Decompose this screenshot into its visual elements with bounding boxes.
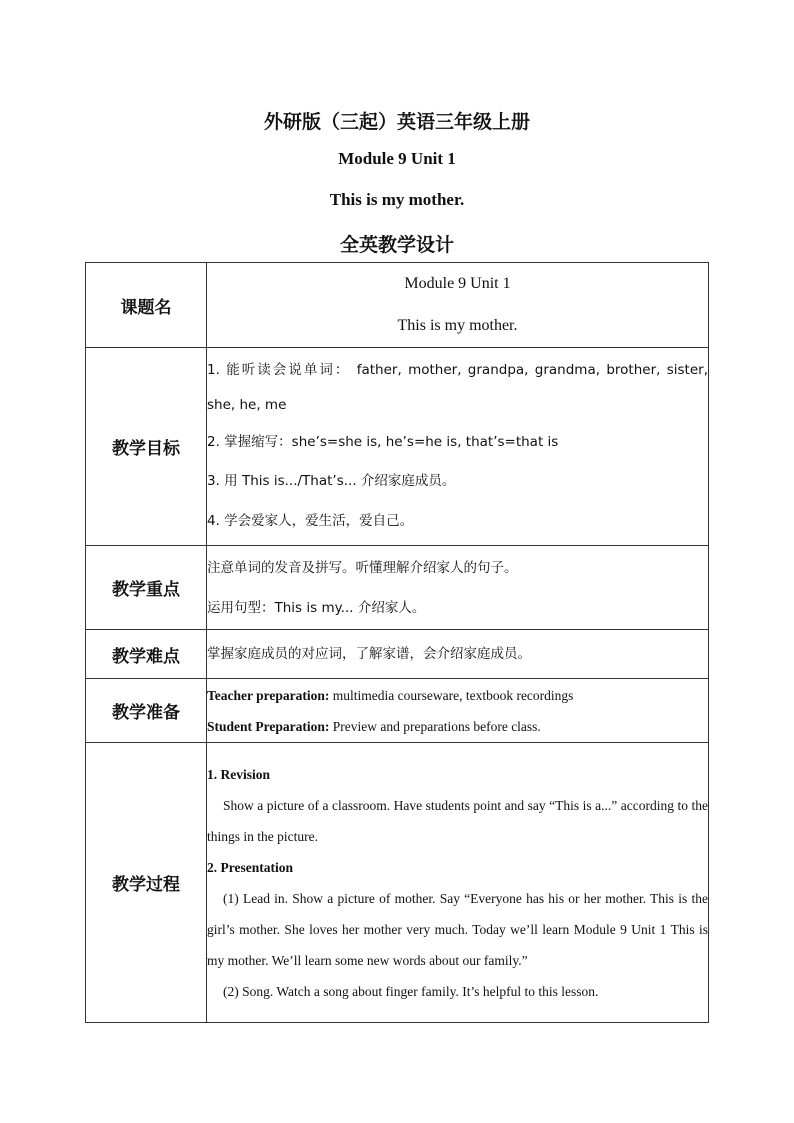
difficulties-label: 教学难点 — [86, 630, 207, 679]
teacher-preparation — [207, 680, 708, 711]
topic-label: 课题名 — [86, 263, 207, 348]
process-lead-in-text: (1) Lead in. Show a picture of mother. Say “Everyone has his or her mother. This is the girl’s mother. She loves her mother very much. Today we’ll learn Module 9 Unit 1 This is my mother. We’ll learn some new words about our family.” — [207, 890, 708, 968]
student-preparation — [207, 711, 708, 742]
objectives-cell — [207, 348, 709, 546]
key-points-label: 教学重点 — [86, 546, 207, 630]
objective-item-2: 2. 掌握缩写：she’s=she is, he’s=he is, that’s=that is — [207, 433, 559, 450]
module-unit-heading: Module 9 Unit 1 — [338, 149, 456, 168]
teacher-preparation-text: multimedia courseware, textbook recordings — [332, 687, 574, 703]
lesson-plan-table — [85, 262, 709, 1023]
table-row-process — [86, 743, 709, 1023]
table-row-key-points — [86, 546, 709, 630]
process-song-text: (2) Song. Watch a song about finger family. It’s helpful to this lesson. — [223, 983, 599, 999]
process-cell — [207, 743, 709, 1023]
document-title: 外研版（三起）英语三年级上册 — [263, 111, 530, 133]
process-heading-presentation: 2. Presentation — [207, 859, 293, 875]
process-label: 教学过程 — [86, 743, 207, 1023]
student-preparation-label: Student Preparation: — [207, 718, 330, 734]
difficulties-cell — [207, 630, 709, 679]
key-points-line-1: 注意单词的发音及拼写。听懂理解介绍家人的句子。 — [207, 559, 518, 576]
design-type-heading: 全英教学设计 — [339, 234, 454, 256]
teacher-preparation-label: Teacher preparation: — [207, 687, 330, 703]
preparation-cell — [207, 679, 709, 743]
process-revision-text: Show a picture of a classroom. Have students point and say “This is a...” according to the things in the picture. — [207, 797, 708, 844]
difficulties-line-1: 掌握家庭成员的对应词，了解家谱，会介绍家庭成员。 — [207, 646, 531, 662]
objective-item-3: 3. 用 This is.../That’s... 介绍家庭成员。 — [207, 472, 456, 489]
topic-line-1: Module 9 Unit 1 — [404, 275, 511, 292]
table-row-difficulties — [86, 630, 709, 679]
preparation-label: 教学准备 — [86, 679, 207, 743]
table-row-preparation — [86, 679, 709, 743]
objective-item-1: 1. 能听读会说单词： father, mother, grandpa, grandma, brother, sister, she, he, me — [207, 361, 708, 413]
table-row-topic — [86, 263, 709, 348]
key-points-line-2: 运用句型：This is my... 介绍家人。 — [207, 599, 426, 616]
student-preparation-text: Preview and preparations before class. — [332, 718, 541, 734]
process-heading-revision: 1. Revision — [207, 766, 271, 782]
table-row-objectives — [86, 348, 709, 546]
objective-item-4: 4. 学会爱家人，爱生活，爱自己。 — [207, 512, 414, 529]
topic-cell — [207, 263, 709, 348]
objectives-label: 教学目标 — [86, 348, 207, 546]
lesson-title-heading: This is my mother. — [329, 190, 465, 209]
topic-line-2: This is my mother. — [397, 317, 518, 334]
key-points-cell — [207, 546, 709, 630]
